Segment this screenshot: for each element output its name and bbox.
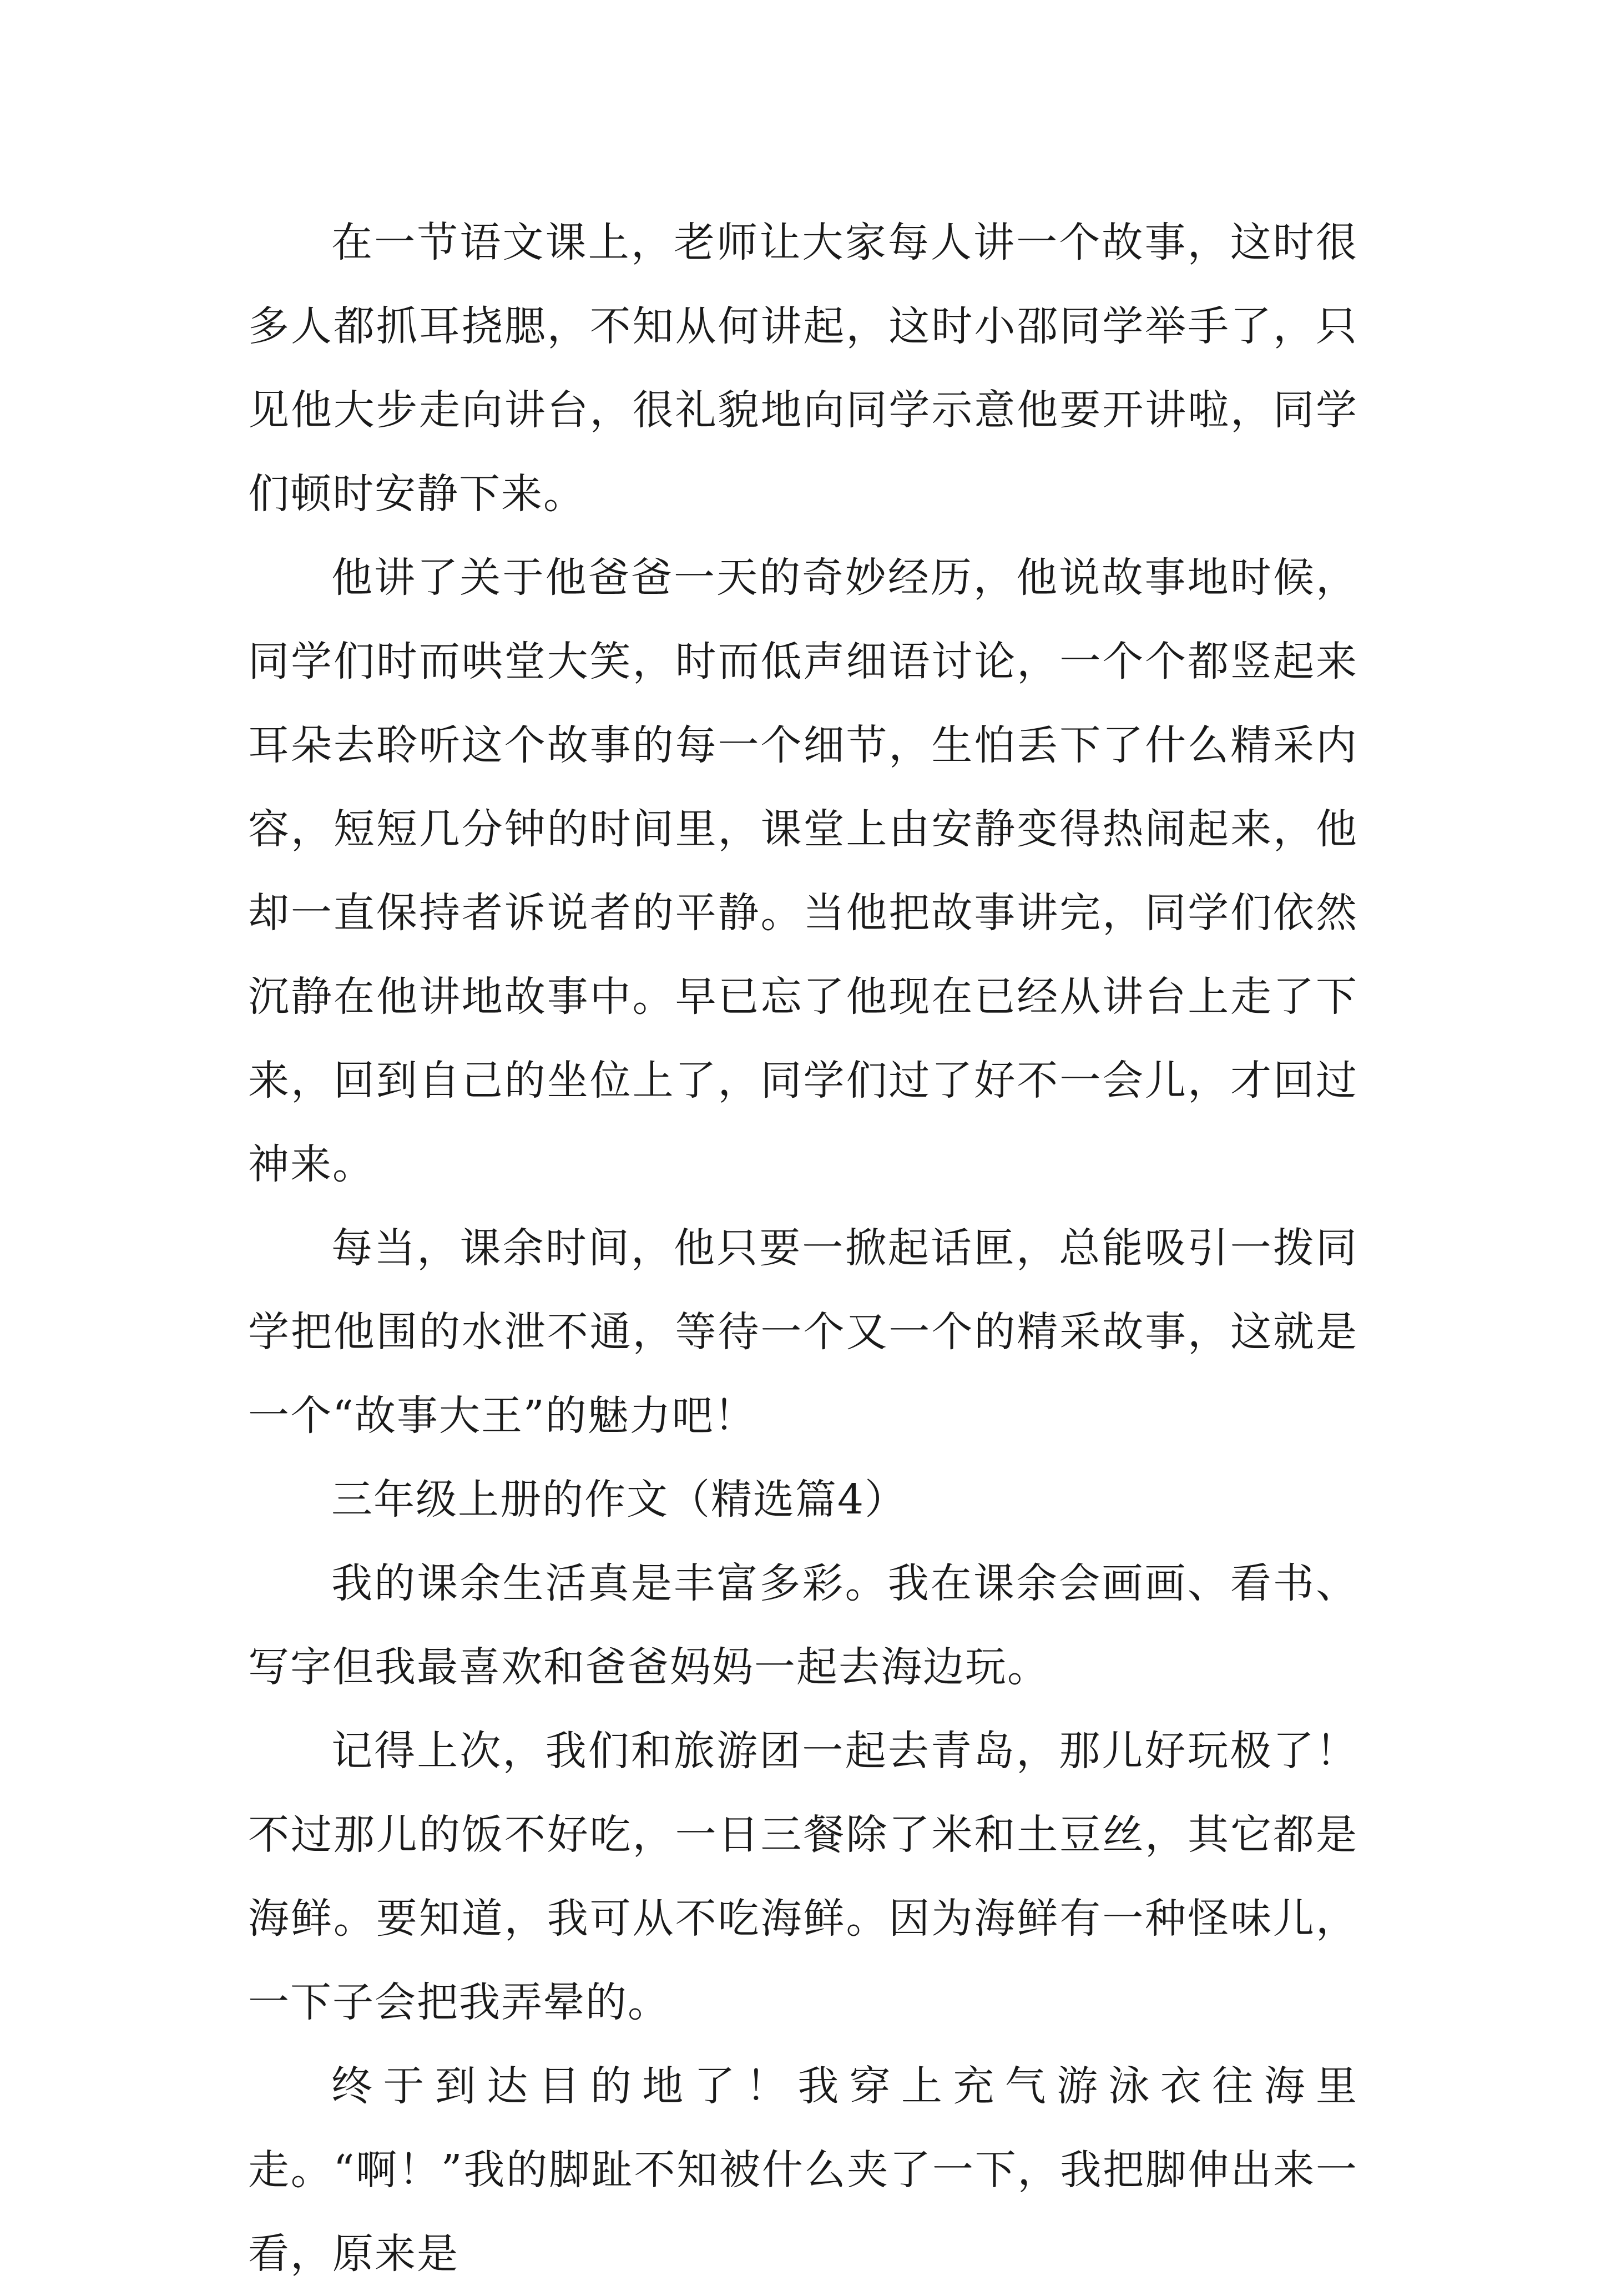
paragraph-4: 我的课余生活真是丰富多彩。我在课余会画画、看书、写字但我最喜欢和爸爸妈妈一起去海边玩。 <box>248 1560 1358 1691</box>
paragraph-1: 在一节语文课上，老师让大家每人讲一个故事，这时很多人都抓耳挠腮，不知从何讲起，这时小邵同学举手了，只见他大步走向讲台，很礼貌地向同学示意他要开讲啦，同学们顿时安静下来。 <box>248 219 1358 518</box>
section-heading: 三年级上册的作文（精选篇4） <box>331 1476 907 1523</box>
paragraph-5: 记得上次，我们和旅游团一起去青岛，那儿好玩极了！不过那儿的饭不好吃，一日三餐除了米和土豆丝，其它都是海鲜。要知道，我可从不吃海鲜。因为海鲜有一种怪味儿，一下子会把我弄晕的。 <box>248 1727 1358 2026</box>
paragraph-2: 他讲了关于他爸爸一天的奇妙经历，他说故事地时候，同学们时而哄堂大笑，时而低声细语讨论，一个个都竖起来耳朵去聆听这个故事的每一个细节，生怕丢下了什么精采内容，短短几分钟的时间里，课堂上由安静变得热闹起来，他却一直保持者诉说者的平静。当他把故事讲完，同学们依然沉静在他讲地故事中。早已忘了他现在已经从讲台上走了下来，回到自己的坐位上了，同学们过了好不一会儿，才回过神来。 <box>248 554 1358 1188</box>
paragraph-6: 终于到达目的地了！我穿上充气游泳衣往海里走。“啊！”我的脚趾不知被什么夹了一下，我把脚伸出来一看，原来是 <box>248 2062 1358 2278</box>
paragraph-3: 每当，课余时间，他只要一掀起话匣，总能吸引一拨同学把他围的水泄不通，等待一个又一个的精采故事，这就是一个“故事大王”的魅力吧！ <box>248 1224 1358 1440</box>
essay-body <box>248 201 1358 2296</box>
